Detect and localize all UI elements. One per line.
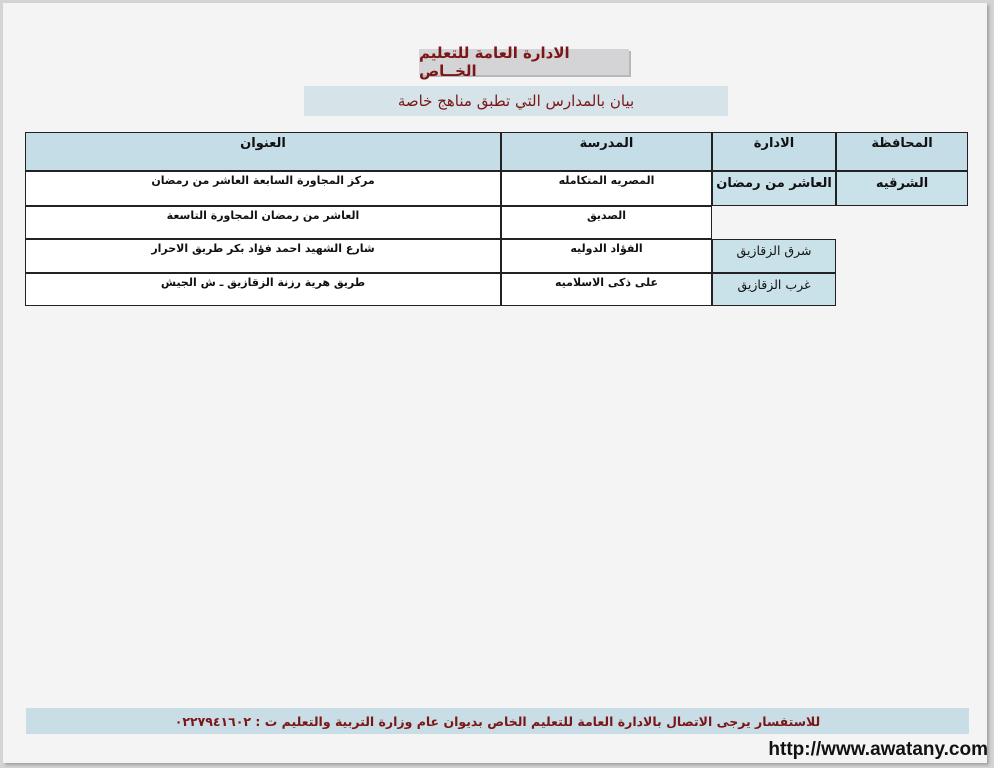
header-school: المدرسة bbox=[501, 132, 712, 171]
contact-footer: للاستفسار يرجى الاتصال بالادارة العامة للتعليم الخاص بديوان عام وزارة التربية والتعليم ت : ٠٢٢٧٩٤١٦٠٢ bbox=[26, 708, 969, 734]
school-cell: المصريه المتكامله bbox=[501, 171, 712, 206]
school-cell: الصديق bbox=[501, 206, 712, 239]
header-governorate: المحافظة bbox=[836, 132, 968, 171]
address-cell: شارع الشهيد احمد فؤاد بكر طريق الاحرار bbox=[25, 239, 501, 273]
governorate-cell: الشرقيه bbox=[836, 171, 968, 206]
administration-cell: العاشر من رمضان bbox=[712, 171, 836, 206]
address-cell: العاشر من رمضان المجاورة التاسعة bbox=[25, 206, 501, 239]
address-cell: مركز المجاورة السابعة العاشر من رمضان bbox=[25, 171, 501, 206]
page-title: الادارة العامة للتعليم الخــاص bbox=[419, 49, 629, 75]
page-subtitle: بيان بالمدارس التي تطبق مناهج خاصة bbox=[304, 86, 728, 116]
administration-cell: شرق الزقازيق bbox=[712, 239, 836, 273]
address-cell: طريق هرية رزنة الزقازيق ـ ش الجيش bbox=[25, 273, 501, 306]
school-cell: على ذكى الاسلاميه bbox=[501, 273, 712, 306]
school-cell: الفؤاد الدوليه bbox=[501, 239, 712, 273]
watermark-url: http://www.awatany.com bbox=[768, 739, 988, 760]
header-address: العنوان bbox=[25, 132, 501, 171]
administration-cell: غرب الزقازيق bbox=[712, 273, 836, 306]
header-administration: الادارة bbox=[712, 132, 836, 171]
document-page bbox=[3, 3, 987, 763]
